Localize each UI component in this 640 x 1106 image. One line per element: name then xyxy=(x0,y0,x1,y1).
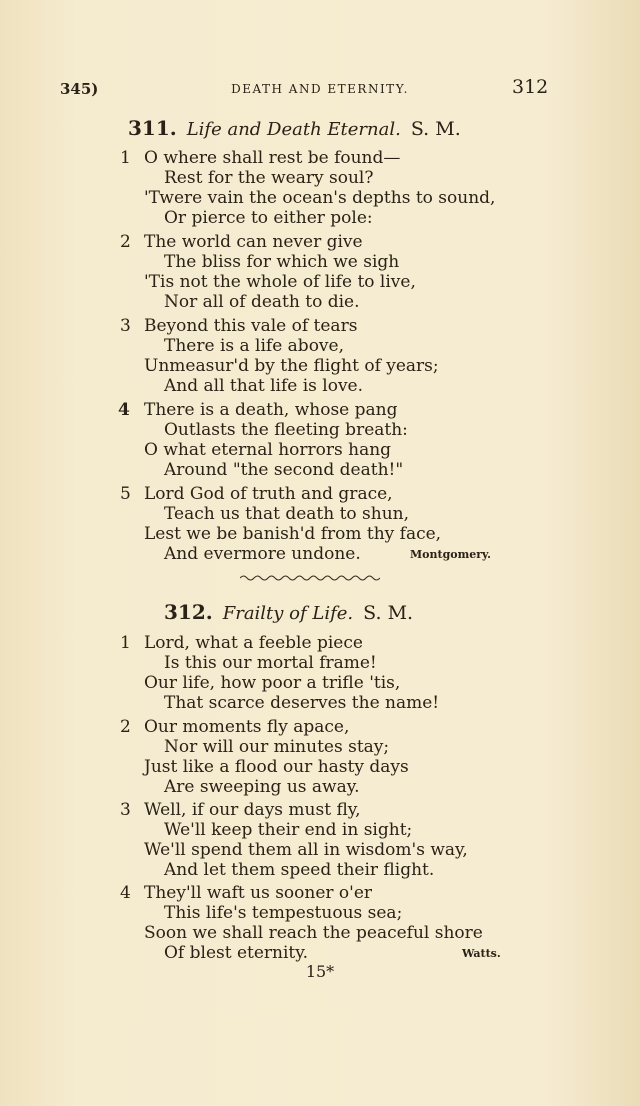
hymn-line: Nor will our minutes stay; xyxy=(164,737,390,757)
hymn-line: That scarce deserves the name! xyxy=(164,693,440,713)
hymn-line: Lest we be banish'd from thy face, xyxy=(144,524,442,544)
verse-number: 5 xyxy=(120,484,131,504)
hymn-name: Frailty of Life. xyxy=(222,603,354,624)
verse-number: 4 xyxy=(120,883,131,903)
hymn-line: The world can never give xyxy=(144,232,363,252)
verse-number: 2 xyxy=(120,717,131,737)
hymn-line: 'Twere vain the ocean's depths to sound, xyxy=(144,188,496,208)
hymn-line: And all that life is love. xyxy=(164,376,364,396)
hymn-line: We'll spend them all in wisdom's way, xyxy=(144,840,468,860)
hymn-line: Is this our mortal frame! xyxy=(164,653,377,673)
hymn-line: We'll keep their end in sight; xyxy=(164,820,413,840)
verse-number: 2 xyxy=(120,232,131,252)
hymn-name: Life and Death Eternal. xyxy=(186,119,401,140)
hymn-line: Rest for the weary soul? xyxy=(164,168,374,188)
hymn-meter: S. M. xyxy=(363,602,414,624)
attribution: Watts. xyxy=(462,947,501,960)
hymn-line: There is a life above, xyxy=(164,336,344,356)
hymn-line: And let them speed their flight. xyxy=(164,860,435,880)
hymn-line: This life's tempestuous sea; xyxy=(164,903,403,923)
hymn-line: Around "the second death!" xyxy=(164,460,404,480)
hymn-line: They'll waft us sooner o'er xyxy=(144,883,373,903)
hymn-line: Are sweeping us away. xyxy=(164,777,360,797)
wavy-divider-icon xyxy=(240,574,380,582)
hymn-line: Unmeasur'd by the flight of years; xyxy=(144,356,439,376)
hymn-title-311 xyxy=(128,116,461,140)
hymn-line: Outlasts the fleeting breath: xyxy=(164,420,408,440)
hymn-line: The bliss for which we sigh xyxy=(164,252,400,272)
hymn-line: Beyond this vale of tears xyxy=(144,316,358,336)
hymn-line: Lord, what a feeble piece xyxy=(144,633,363,653)
hymn-title-312 xyxy=(164,600,413,624)
verse-number: 1 xyxy=(120,148,131,168)
hymn-line: There is a death, whose pang xyxy=(144,400,398,420)
hymn-line: And evermore undone. xyxy=(164,544,361,564)
signature-mark: 15* xyxy=(305,962,335,981)
running-title: DEATH AND ETERNITY. xyxy=(231,82,409,96)
hymn-line: Just like a flood our hasty days xyxy=(144,757,409,777)
verse-number: 1 xyxy=(120,633,131,653)
hymn-number: 312. xyxy=(164,600,213,624)
attribution: Montgomery. xyxy=(410,548,492,561)
hymn-line: Lord God of truth and grace, xyxy=(144,484,393,504)
hymn-number: 311. xyxy=(128,116,177,140)
hymn-line: Teach us that death to shun, xyxy=(164,504,410,524)
hymn-line: Our life, how poor a trifle 'tis, xyxy=(144,673,401,693)
hymn-line: Our moments fly apace, xyxy=(144,717,350,737)
verse-number: 4 xyxy=(118,400,130,420)
hymn-line: O where shall rest be found— xyxy=(144,148,401,168)
hymn-line: O what eternal horrors hang xyxy=(144,440,392,460)
hymn-line: Well, if our days must fly, xyxy=(144,800,361,820)
page-number-left: 345) xyxy=(60,80,99,98)
hymn-line: 'Tis not the whole of life to live, xyxy=(144,272,416,292)
hymn-line: Soon we shall reach the peaceful shore xyxy=(144,923,483,943)
verse-number: 3 xyxy=(120,316,131,336)
hymn-line: Or pierce to either pole: xyxy=(164,208,373,228)
verse-number: 3 xyxy=(120,800,131,820)
hymn-line: Of blest eternity. xyxy=(164,943,309,963)
hymn-line: Nor all of death to die. xyxy=(164,292,360,312)
hymn-meter: S. M. xyxy=(410,118,461,140)
page-number-right: 312 xyxy=(512,76,549,98)
